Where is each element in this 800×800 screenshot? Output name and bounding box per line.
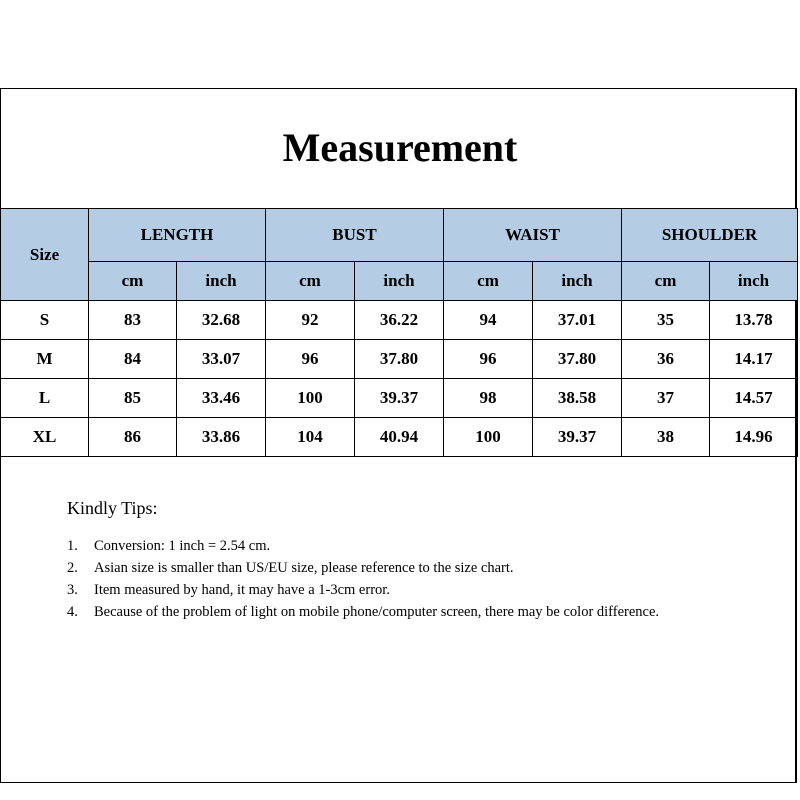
measurement-cell: 94 [444, 301, 533, 340]
measurement-cell: 39.37 [355, 379, 444, 418]
unit-header: inch [177, 262, 266, 301]
measurement-cell: 96 [266, 340, 355, 379]
measurement-cell: 100 [444, 418, 533, 457]
unit-header: inch [355, 262, 444, 301]
measurement-cell: 37.80 [355, 340, 444, 379]
measurement-cell: 85 [89, 379, 177, 418]
tip-item [67, 557, 707, 579]
measurement-cell: 104 [266, 418, 355, 457]
measurement-cell: 14.17 [710, 340, 798, 379]
tip-item [67, 535, 707, 557]
measurement-cell: 96 [444, 340, 533, 379]
tip-number: 2. [67, 560, 78, 576]
tips-section [67, 498, 707, 623]
tips-title: Kindly Tips: [67, 498, 158, 518]
page-title: Measurement [282, 125, 518, 170]
measurement-cell: 83 [89, 301, 177, 340]
measurement-cell: 40.94 [355, 418, 444, 457]
table-row [1, 301, 798, 340]
tip-text: Asian size is smaller than US/EU size, please reference to the size chart. [94, 560, 514, 576]
tip-text: Item measured by hand, it may have a 1-3cm error. [94, 582, 390, 598]
unit-header: inch [533, 262, 622, 301]
group-header-shoulder: SHOULDER [622, 209, 798, 262]
size-cell: S [1, 301, 89, 340]
measurement-cell: 35 [622, 301, 710, 340]
tips-list [67, 535, 707, 623]
measurement-cell: 92 [266, 301, 355, 340]
unit-header: cm [622, 262, 710, 301]
tip-text: Because of the problem of light on mobile phone/computer screen, there may be color difference. [94, 604, 660, 620]
tip-number: 1. [67, 538, 78, 554]
size-column-header: Size [1, 209, 89, 301]
size-chart-table [0, 208, 798, 457]
size-cell: M [1, 340, 89, 379]
table-row [1, 418, 798, 457]
size-cell: XL [1, 418, 89, 457]
unit-header: cm [444, 262, 533, 301]
measurement-cell: 98 [444, 379, 533, 418]
measurement-cell: 14.57 [710, 379, 798, 418]
tip-text: Conversion: 1 inch = 2.54 cm. [94, 538, 271, 554]
unit-header: cm [89, 262, 177, 301]
header-row-groups [1, 209, 798, 262]
tip-number: 4. [67, 604, 78, 620]
measurement-cell: 37.80 [533, 340, 622, 379]
measurement-cell: 86 [89, 418, 177, 457]
measurement-cell: 33.07 [177, 340, 266, 379]
table-row [1, 340, 798, 379]
unit-header: inch [710, 262, 798, 301]
measurement-cell: 36.22 [355, 301, 444, 340]
measurement-cell: 38.58 [533, 379, 622, 418]
group-header-waist: WAIST [444, 209, 622, 262]
measurement-cell: 84 [89, 340, 177, 379]
size-cell: L [1, 379, 89, 418]
group-header-bust: BUST [266, 209, 444, 262]
measurement-cell: 39.37 [533, 418, 622, 457]
measurement-cell: 32.68 [177, 301, 266, 340]
measurement-cell: 37.01 [533, 301, 622, 340]
measurement-cell: 13.78 [710, 301, 798, 340]
header-row-units [1, 262, 798, 301]
measurement-cell: 33.86 [177, 418, 266, 457]
tip-item [67, 579, 707, 601]
table-row [1, 379, 798, 418]
measurement-cell: 33.46 [177, 379, 266, 418]
measurement-cell: 36 [622, 340, 710, 379]
measurement-cell: 14.96 [710, 418, 798, 457]
tip-number: 3. [67, 582, 78, 598]
tip-item [67, 601, 707, 623]
measurement-cell: 37 [622, 379, 710, 418]
unit-header: cm [266, 262, 355, 301]
measurement-cell: 38 [622, 418, 710, 457]
measurement-cell: 100 [266, 379, 355, 418]
group-header-length: LENGTH [89, 209, 266, 262]
